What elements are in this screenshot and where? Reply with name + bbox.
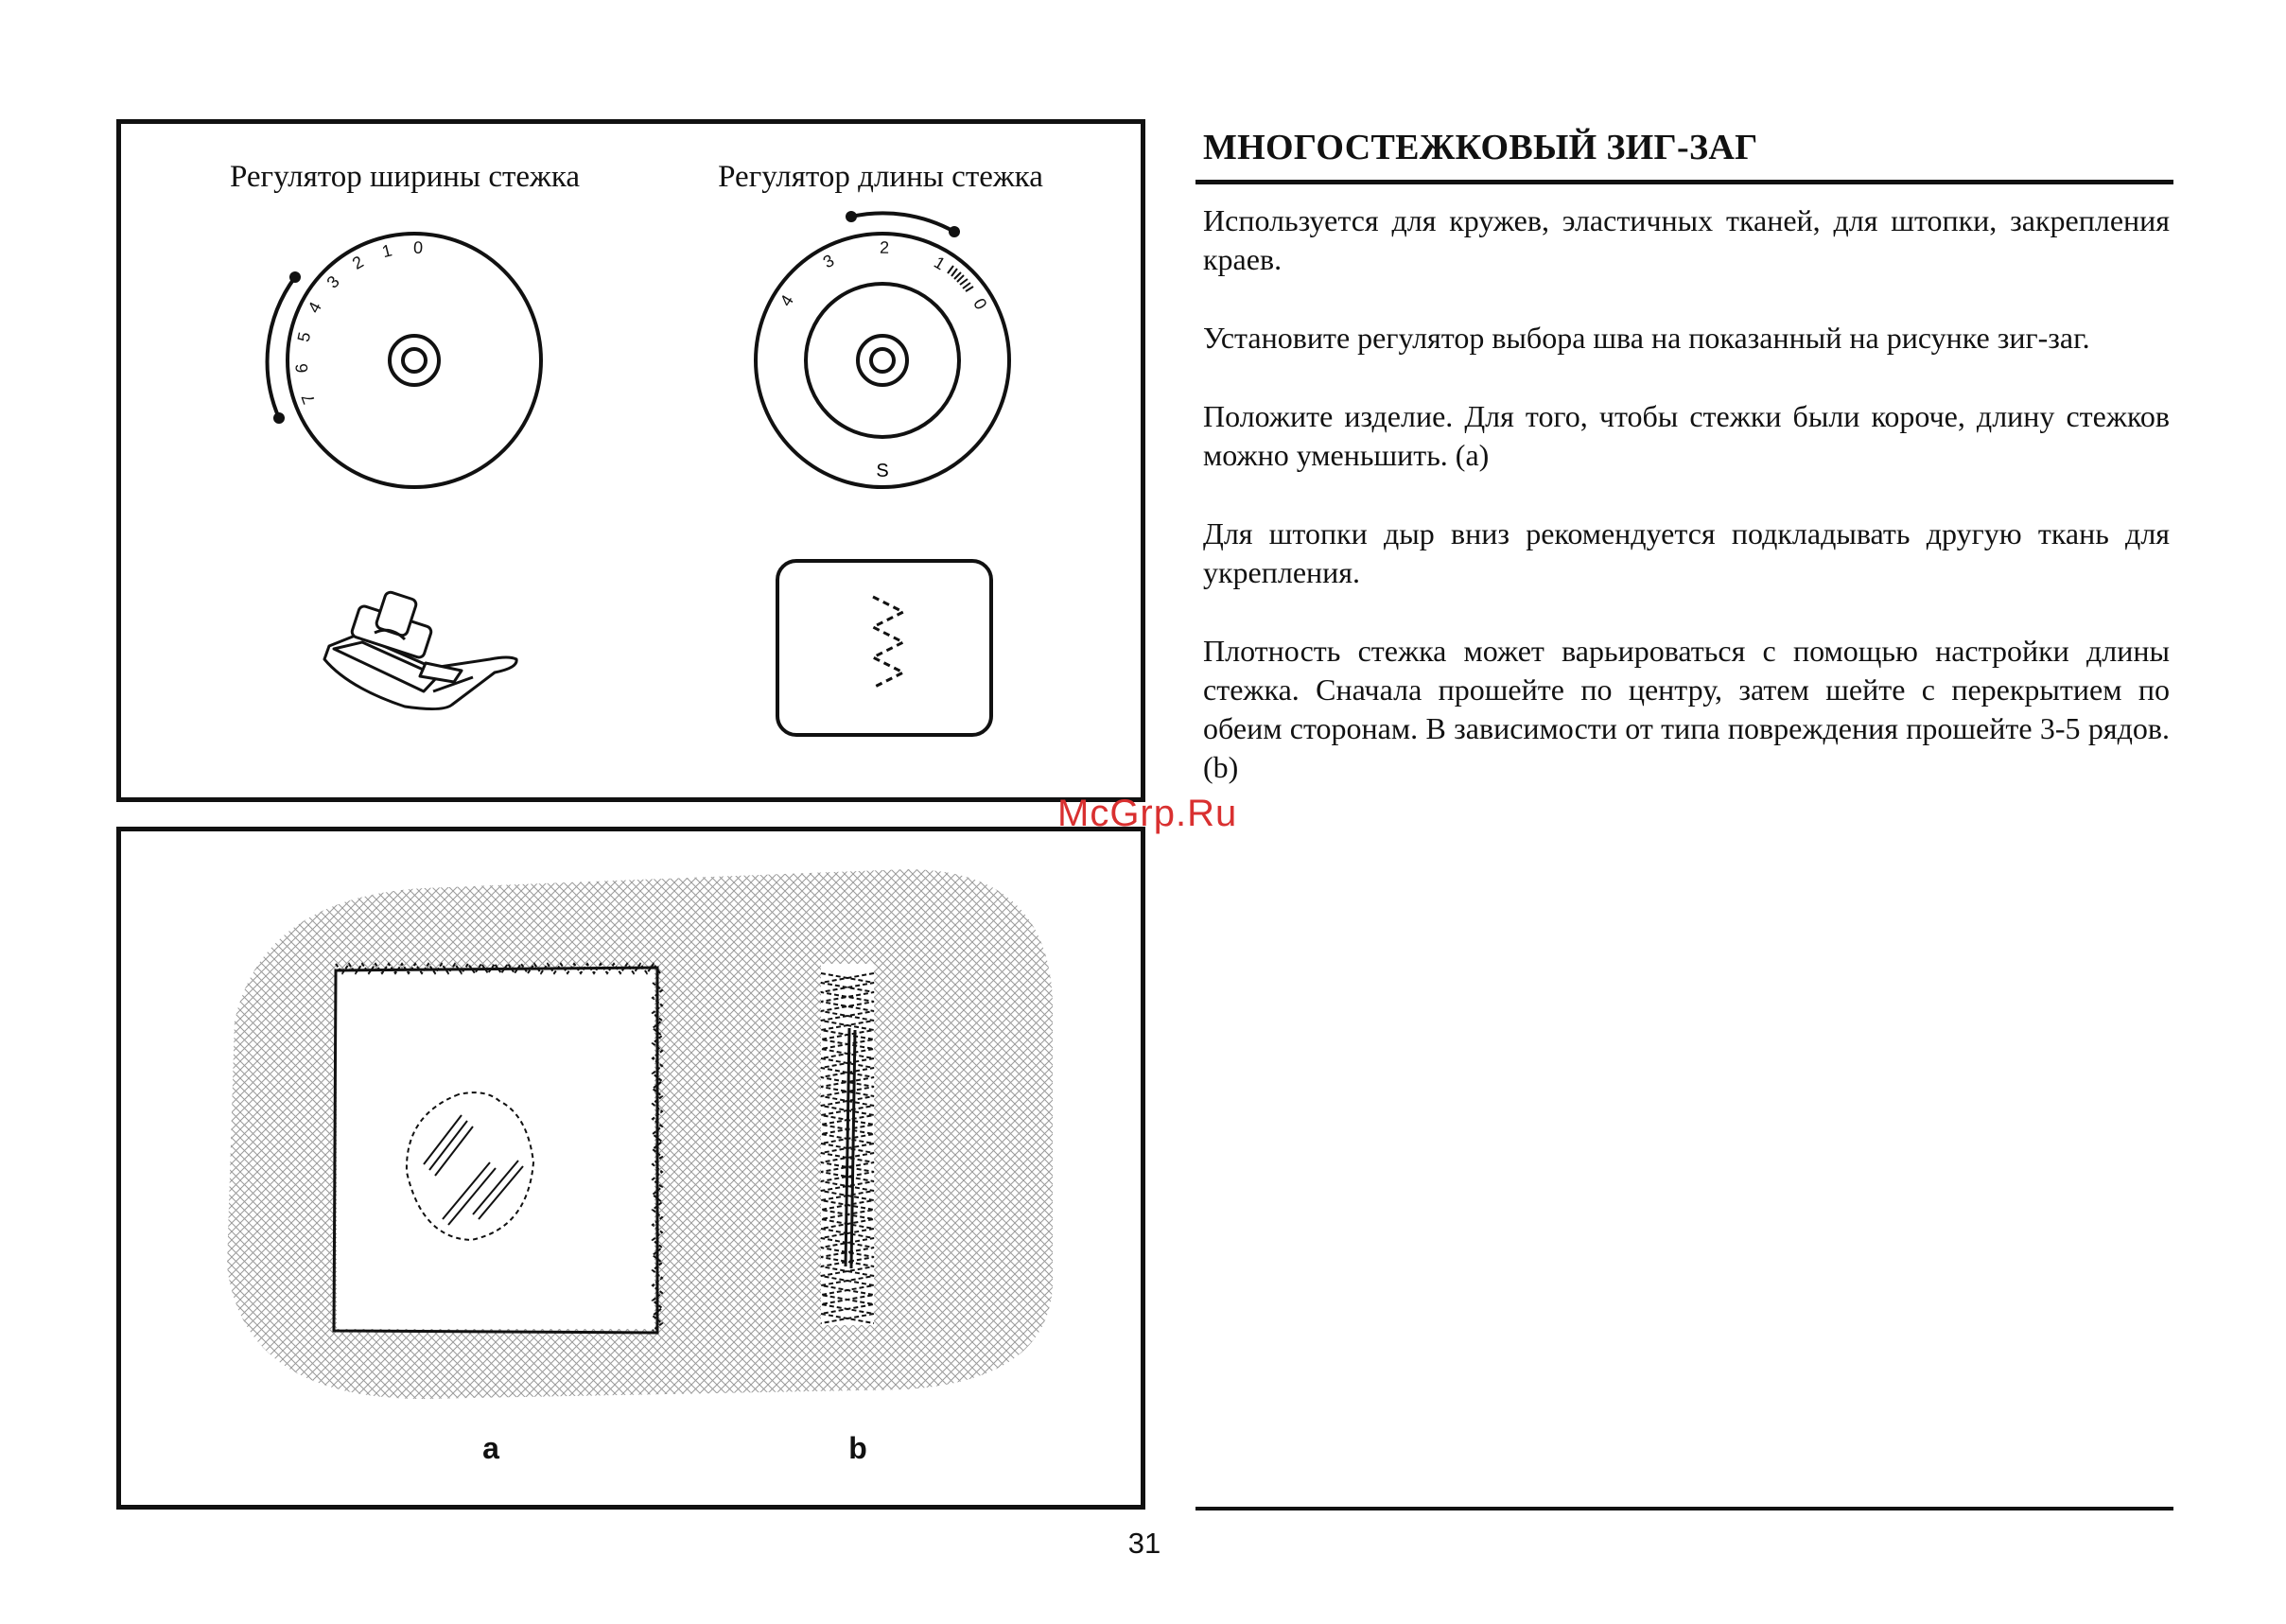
title-underline-rule xyxy=(1195,180,2173,184)
length-mark-1: 1 xyxy=(931,253,949,274)
width-mark-7: 7 xyxy=(297,391,320,407)
section-title: МНОГОСТЕЖКОВЫЙ ЗИГ-ЗАГ xyxy=(1203,128,1758,167)
width-range-arc xyxy=(268,277,295,418)
width-dial-label: Регулятор ширины стежка xyxy=(229,160,581,194)
tear-darning-example xyxy=(821,964,874,1325)
zigzag-presser-foot-icon xyxy=(324,591,516,709)
length-mark-4: 4 xyxy=(776,291,797,310)
dial-settings-figure xyxy=(116,119,1145,802)
stitch-width-dial xyxy=(268,234,541,487)
figure-label-a: a xyxy=(482,1431,499,1465)
paragraph-darning-backing: Для штопки дыр вниз рекомендуется подкладывать другую ткань для укрепления. xyxy=(1203,516,2170,589)
stitch-length-dial xyxy=(756,211,1009,487)
instruction-text-column xyxy=(1195,121,2172,787)
patch-darning-example xyxy=(334,964,662,1333)
length-mark-3: 3 xyxy=(819,251,838,272)
dials-drawing xyxy=(121,124,1141,797)
zigzag-pattern-symbol xyxy=(777,561,991,735)
length-range-arc xyxy=(851,213,954,232)
length-mark-2: 2 xyxy=(879,237,890,257)
width-mark-0: 0 xyxy=(412,237,424,258)
darning-examples-figure xyxy=(116,827,1145,1510)
width-mark-6: 6 xyxy=(291,362,312,374)
paragraph-set-selector: Установите регулятор выбора шва на показанный на рисунке зиг-заг. xyxy=(1203,321,2090,355)
length-dial-label: Регулятор длины стежка xyxy=(718,160,1043,194)
width-mark-5: 5 xyxy=(293,330,315,344)
width-mark-1: 1 xyxy=(379,240,394,262)
width-mark-4: 4 xyxy=(304,298,325,317)
paragraph-stitch-density: Плотность стежка может варьироваться с помощью настройки длины стежка. Сначала прошейте по центру, затем шейте с перекрытием по обеим сторонам. В зависимости от типа повреждения прошейте 3-5 рядов. (b) xyxy=(1203,634,2170,784)
figure-label-b: b xyxy=(848,1431,867,1465)
straight-stitch-s-mark: S xyxy=(876,461,889,481)
paragraph-usage: Используется для кружев, эластичных тканей, для штопки, закрепления краев. xyxy=(1203,203,2170,276)
darning-drawing xyxy=(121,831,1141,1505)
width-mark-3: 3 xyxy=(323,271,343,292)
width-mark-2: 2 xyxy=(349,252,367,273)
paragraph-place-fabric: Положите изделие. Для того, чтобы стежки были короче, длину стежков можно уменьшить. (a) xyxy=(1203,399,2170,472)
bottom-rule xyxy=(1195,1507,2173,1510)
length-mark-0: 0 xyxy=(969,295,991,313)
watermark-text: McGrp.Ru xyxy=(1057,793,1238,834)
